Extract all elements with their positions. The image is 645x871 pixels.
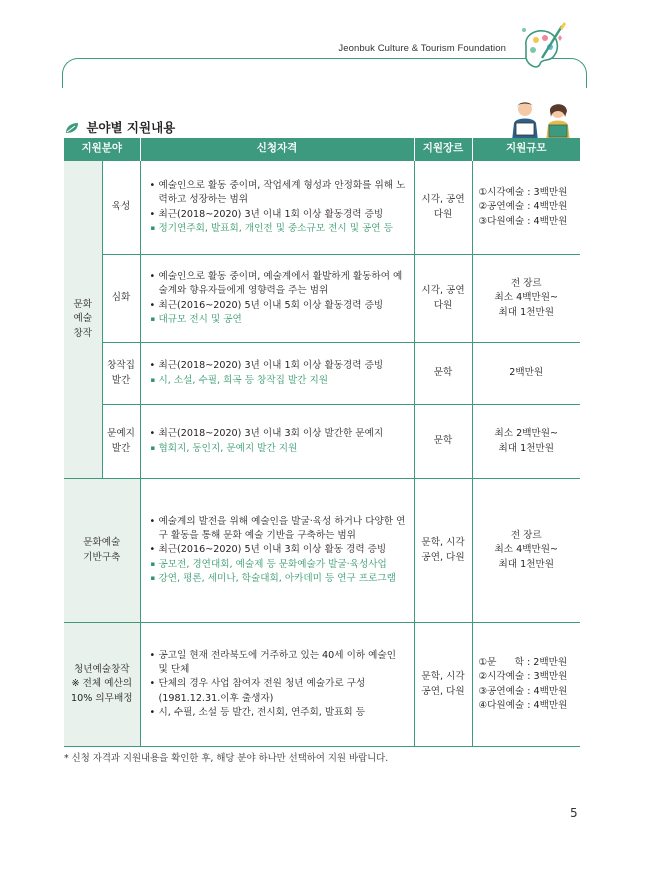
scale-line: 전 장르	[510, 529, 542, 541]
qualification-cell	[140, 161, 414, 255]
scale-line: 최소 4백만원~	[494, 292, 559, 304]
example-note: ▪ 공모전, 경연대회, 예술제 등 문화예술가 발굴·육성사업	[149, 558, 408, 572]
table-row	[64, 479, 580, 623]
qualification-item: • 단체의 경우 사업 참여자 전원 청년 예술가로 구성 (1981.12.31.이후 출생자)	[149, 677, 408, 706]
header-scale: 지원규모	[472, 138, 580, 161]
subcategory-cell: 심화	[102, 255, 140, 343]
table-row	[64, 255, 580, 343]
scale-line: 최소 4백만원~	[494, 544, 559, 556]
genre-cell: 시각, 공연 다원	[414, 161, 472, 255]
example-note: ▪ 대규모 전시 및 공연	[149, 313, 408, 327]
header-field: 지원분야	[64, 138, 140, 161]
qualification-item: • 최근(2016~2020) 5년 이내 5회 이상 활동경력 증빙	[149, 299, 408, 313]
section-title	[64, 118, 175, 136]
scale-line: 전 장르	[510, 277, 542, 289]
scale-line: ①시각예술 : 3백만원	[478, 186, 568, 198]
example-note: ▪ 협회지, 동인지, 문예지 발간 지원	[149, 442, 408, 456]
scale-line: 2백만원	[509, 367, 544, 379]
scale-cell	[472, 479, 580, 623]
footnote: * 신청 자격과 지원내용을 확인한 후, 해당 분야 하나만 선택하여 지원 바랍니다.	[64, 753, 389, 764]
qualification-item: • 예술계의 발전을 위해 예술인을 발굴·육성 하거나 다양한 연구 활동을 통해 문화 예술 기반을 구축하는 범위	[149, 515, 408, 544]
scale-line: 최대 1천만원	[498, 306, 555, 318]
support-table	[64, 138, 580, 747]
subcategory-cell: 창작집 발간	[102, 343, 140, 405]
scale-line: ②공연예술 : 4백만원	[478, 201, 568, 213]
qualification-cell	[140, 479, 414, 623]
genre-cell: 문학, 시각 공연, 다원	[414, 479, 472, 623]
header-qualification: 신청자격	[140, 138, 414, 161]
palette-brush-icon	[512, 18, 570, 76]
qualification-item: • 최근(2018~2020) 3년 이내 1회 이상 활동경력 증빙	[149, 208, 408, 222]
table-row	[64, 343, 580, 405]
qualification-item: • 시, 수필, 소설 등 발간, 전시회, 연주회, 발표회 등	[149, 706, 408, 720]
scale-line: 최대 1천만원	[498, 558, 555, 570]
genre-cell: 문학	[414, 343, 472, 405]
example-note: ▪ 시, 소설, 수필, 희곡 등 창작집 발간 지원	[149, 374, 408, 388]
genre-cell: 문학, 시각 공연, 다원	[414, 623, 472, 747]
scale-cell	[472, 623, 580, 747]
page-number: 5	[570, 806, 578, 820]
genre-cell: 시각, 공연 다원	[414, 255, 472, 343]
qualification-item: • 예술인으로 활동 중이며, 작업세계 형성과 안정화를 위해 노력하고 성장하는 범위	[149, 179, 408, 208]
scale-line: 최대 1천만원	[498, 442, 555, 454]
header-genre: 지원장르	[414, 138, 472, 161]
qualification-item: • 예술인으로 활동 중이며, 예술계에서 활발하게 활동하여 예술계와 향유자들에게 영향력을 주는 범위	[149, 270, 408, 299]
category-cell: 문화예술 기반구축	[64, 479, 140, 623]
section-title-text: 분야별 지원내용	[86, 120, 176, 135]
scale-cell	[472, 405, 580, 479]
scale-line: ④다원예술 : 4백만원	[478, 699, 568, 711]
qualification-item: • 공고일 현재 전라북도에 거주하고 있는 40세 이하 예술인 및 단체	[149, 649, 408, 678]
scale-line: ③공연예술 : 4백만원	[478, 685, 568, 697]
qualification-item: • 최근(2018~2020) 3년 이내 1회 이상 활동경력 증빙	[149, 359, 408, 373]
table-row	[64, 623, 580, 747]
scale-line: ②시각예술 : 3백만원	[478, 671, 568, 683]
scale-line: 최소 2백만원~	[494, 428, 559, 440]
header-frame	[62, 58, 587, 88]
example-note: ▪ 강연, 평론, 세미나, 학술대회, 아카데미 등 연구 프로그램	[149, 572, 408, 586]
scale-cell	[472, 161, 580, 255]
table-header-row	[64, 138, 580, 161]
example-note: ▪ 정기연주회, 발표회, 개인전 및 중소규모 전시 및 공연 등	[149, 222, 408, 236]
readers-icon	[502, 99, 582, 141]
leaf-icon	[64, 121, 80, 135]
foundation-name: Jeonbuk Culture & Tourism Foundation	[334, 43, 510, 54]
scale-line: ①문 학 : 2백만원	[478, 656, 568, 668]
subcategory-cell: 문예지 발간	[102, 405, 140, 479]
scale-line: ③다원예술 : 4백만원	[478, 215, 568, 227]
genre-cell: 문학	[414, 405, 472, 479]
subcategory-cell: 육성	[102, 161, 140, 255]
scale-cell	[472, 255, 580, 343]
scale-cell	[472, 343, 580, 405]
category-cell: 청년예술창작 ※ 전체 예산의 10% 의무배정	[64, 623, 140, 747]
table-row	[64, 161, 580, 255]
qualification-cell	[140, 623, 414, 747]
category-cell: 문화 예술 창작	[64, 161, 102, 479]
qualification-cell	[140, 255, 414, 343]
qualification-cell	[140, 343, 414, 405]
table-row	[64, 405, 580, 479]
qualification-item: • 최근(2016~2020) 5년 이내 3회 이상 활동 경력 증빙	[149, 543, 408, 557]
qualification-item: • 최근(2018~2020) 3년 이내 3회 이상 발간한 문예지	[149, 427, 408, 441]
qualification-cell	[140, 405, 414, 479]
